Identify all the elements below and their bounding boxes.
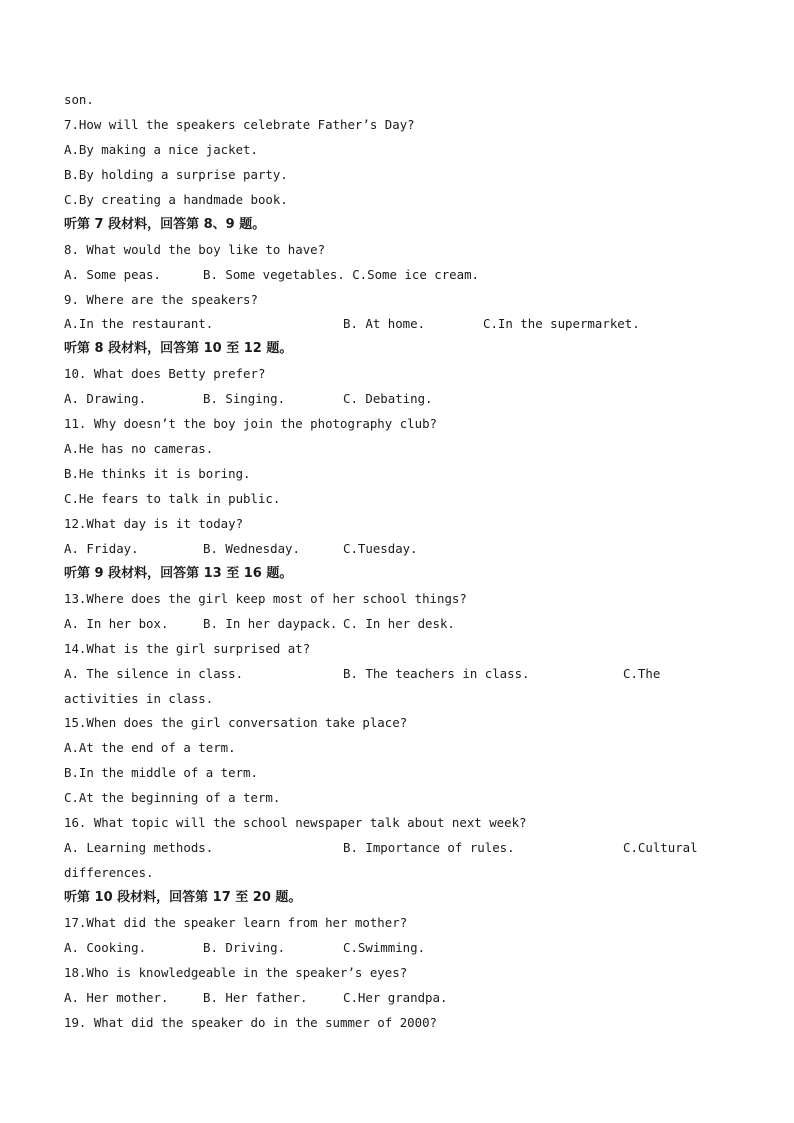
answer-options-row [64, 263, 734, 288]
answer-option: B. At home. [343, 316, 426, 332]
text-line: 8. What would the boy like to have? [64, 241, 326, 257]
answer-options-row [64, 986, 734, 1011]
answer-option: B. Wednesday. [203, 540, 300, 556]
text-line: C.He fears to talk in public. [64, 491, 281, 506]
document-content [64, 88, 734, 1036]
answer-options-row [64, 537, 734, 562]
answer-option: C.The [623, 665, 661, 681]
answer-option: C.Tuesday. [343, 540, 418, 556]
answer-option: C.Cultural [623, 840, 698, 856]
text-line: 18.Who is knowledgeable in the speaker’s eyes? [64, 964, 408, 980]
answer-option: A. In her box. [64, 615, 169, 631]
text-line: 17.What did the speaker learn from her mother? [64, 914, 408, 930]
text-line: B.He thinks it is boring. [64, 466, 251, 482]
answer-option: B. Importance of rules. [343, 840, 515, 856]
answer-options-row [64, 936, 734, 961]
text-line: B.By holding a surprise party. [64, 166, 288, 182]
text-line: 15.When does the girl conversation take place? [64, 715, 408, 731]
answer-option: B. In her daypack. [203, 615, 338, 631]
answer-option: A. Her mother. [64, 989, 169, 1005]
text-line: 16. What topic will the school newspaper talk about next week? [64, 815, 527, 831]
answer-option: B. Some vegetables. C.Some ice cream. [203, 266, 480, 282]
text-line: son. [64, 92, 94, 107]
text-line: C.By creating a handmade book. [64, 191, 288, 207]
section-heading: 听第 8 段材料，回答第 10 至 12 题。 [64, 341, 293, 357]
answer-option: C. Debating. [343, 391, 433, 407]
answer-options-row [64, 612, 734, 637]
answer-options-row [64, 312, 734, 337]
section-heading: 听第 7 段材料，回答第 8、9 题。 [64, 216, 266, 232]
answer-option: A.In the restaurant. [64, 316, 214, 332]
text-line: A.At the end of a term. [64, 740, 236, 756]
text-line: 12.What day is it today? [64, 515, 244, 531]
answer-options-row [64, 836, 734, 861]
text-line: 11. Why doesn’t the boy join the photography club? [64, 416, 437, 432]
answer-option: A. Drawing. [64, 391, 147, 407]
answer-option: A. Some peas. [64, 266, 161, 282]
section-heading: 听第 10 段材料，回答第 17 至 20 题。 [64, 890, 302, 905]
text-line: 7.How will the speakers celebrate Father’s Day? [64, 116, 415, 132]
answer-option: B. Her father. [203, 989, 308, 1005]
text-line: activities in class. [64, 690, 214, 706]
answer-option: A. The silence in class. [64, 665, 244, 681]
answer-option: C.Her grandpa. [343, 989, 448, 1005]
text-line: 10. What does Betty prefer? [64, 366, 266, 382]
answer-option: C. In her desk. [343, 615, 455, 631]
text-line: 9. Where are the speakers? [64, 291, 258, 307]
text-line: 14.What is the girl surprised at? [64, 640, 311, 656]
text-line: C.At the beginning of a term. [64, 790, 281, 806]
text-line: differences. [64, 865, 154, 881]
answer-option: A. Learning methods. [64, 840, 214, 856]
text-line: A.He has no cameras. [64, 441, 214, 457]
answer-option: B. Driving. [203, 939, 286, 955]
answer-option: B. Singing. [203, 391, 286, 407]
answer-option: A. Friday. [64, 540, 139, 556]
text-line: 19. What did the speaker do in the summer of 2000? [64, 1014, 437, 1030]
text-line: B.In the middle of a term. [64, 765, 258, 781]
answer-options-row [64, 387, 734, 412]
answer-option: C.Swimming. [343, 939, 426, 955]
answer-option: C.In the supermarket. [483, 316, 640, 332]
answer-options-row [64, 662, 734, 687]
answer-option: A. Cooking. [64, 939, 147, 955]
text-line: A.By making a nice jacket. [64, 141, 258, 157]
section-heading: 听第 9 段材料，回答第 13 至 16 题。 [64, 565, 293, 581]
text-line: 13.Where does the girl keep most of her school things? [64, 590, 467, 606]
answer-option: B. The teachers in class. [343, 665, 530, 681]
